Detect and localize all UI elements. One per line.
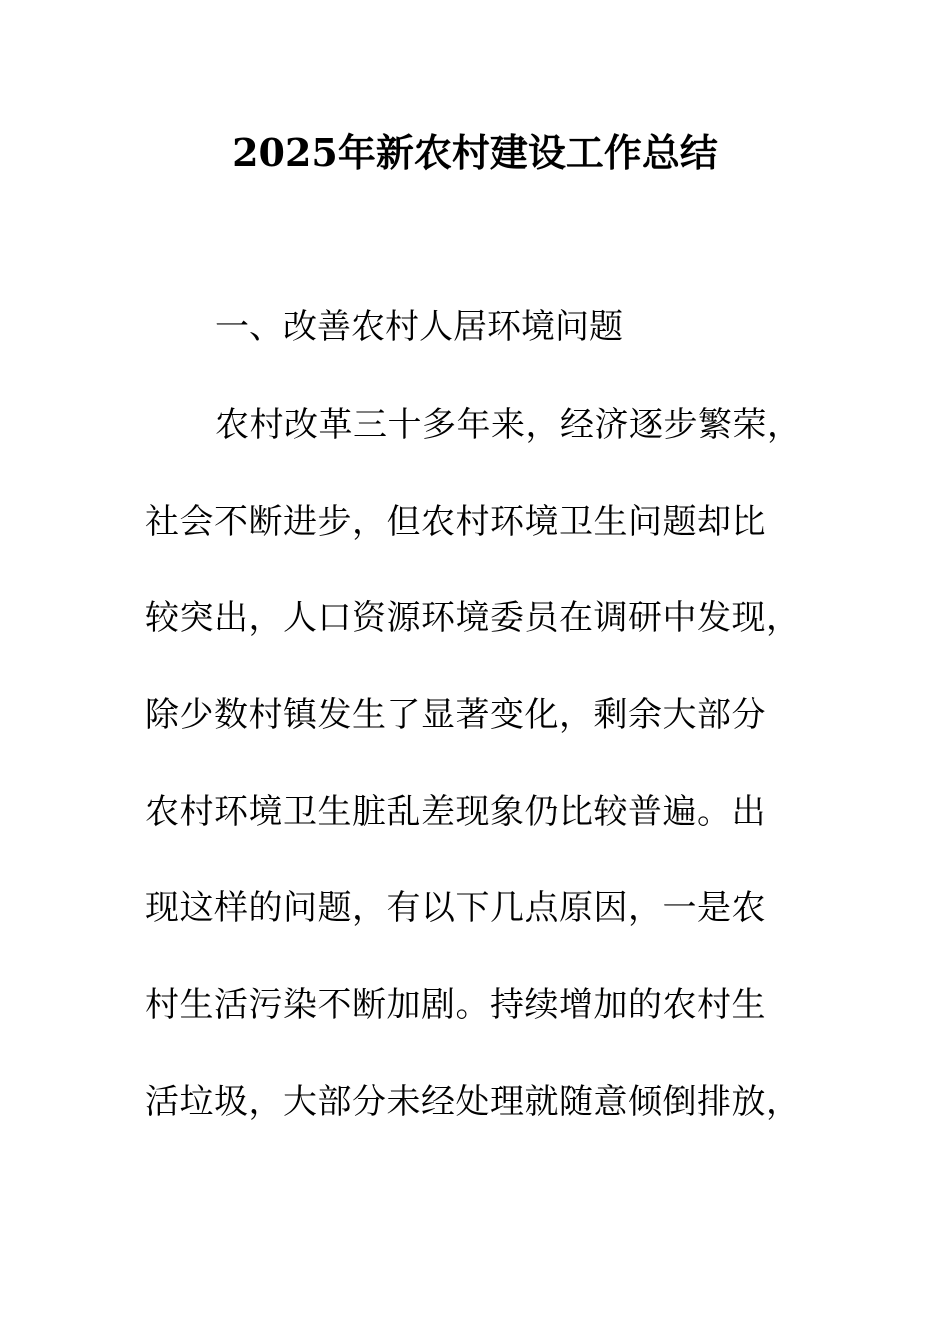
section-heading: 一、改善农村人居环境问题 (215, 307, 623, 347)
paragraph-line: 除少数村镇发生了显著变化，剩余大部分 (145, 695, 766, 735)
document-title: 2025年新农村建设工作总结 (232, 130, 718, 175)
paragraph-line: 农村环境卫生脏乱差现象仍比较普遍。出 (145, 792, 766, 832)
paragraph-line: 农村改革三十多年来，经济逐步繁荣， (215, 405, 802, 445)
paragraph-line: 村生活污染不断加剧。持续增加的农村生 (145, 985, 766, 1025)
paragraph-line: 现这样的问题，有以下几点原因，一是农 (145, 888, 766, 928)
paragraph-line: 社会不断进步，但农村环境卫生问题却比 (145, 502, 766, 542)
paragraph-line: 较突出，人口资源环境委员在调研中发现， (145, 598, 801, 638)
paragraph-line: 活垃圾，大部分未经处理就随意倾倒排放， (145, 1082, 801, 1122)
